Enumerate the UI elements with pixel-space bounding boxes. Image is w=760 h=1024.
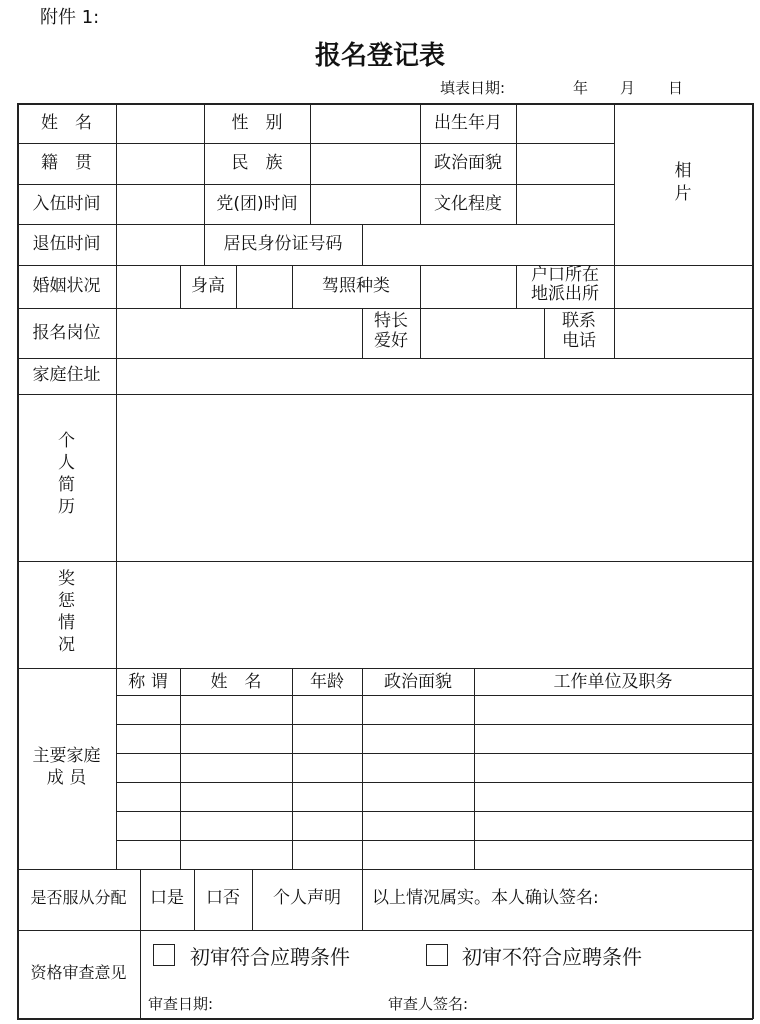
checkbox-review-fail[interactable] [426, 944, 448, 966]
label-family: 主要家庭 成 员 [32, 746, 101, 789]
label-reviewer: 审查人签名: [388, 995, 469, 1013]
label-obey: 是否服从分配 [30, 888, 127, 907]
fill-date-day: 日 [668, 79, 684, 97]
checkbox-obey-no[interactable]: 口否 [206, 888, 240, 908]
label-political: 政治面貌 [434, 153, 502, 173]
header-fam-work: 工作单位及职务 [553, 672, 673, 692]
label-rewards: 奖 惩 情 况 [58, 569, 75, 656]
label-address: 家庭住址 [32, 365, 101, 385]
fill-date-month: 月 [620, 79, 636, 97]
label-license: 驾照种类 [322, 276, 390, 296]
attachment-label: 附件 1: [40, 7, 100, 28]
label-birth: 出生年月 [434, 113, 502, 133]
checkbox-review-pass[interactable] [153, 944, 175, 966]
label-review-pass: 初审符合应聘条件 [190, 945, 350, 969]
label-native: 籍 贯 [41, 153, 92, 173]
label-phone: 联系 电话 [562, 311, 596, 352]
label-retire: 退伍时间 [32, 234, 101, 254]
label-review-date: 审查日期: [148, 995, 214, 1013]
declaration-text: 以上情况属实。本人确认签名: [372, 888, 599, 908]
label-position: 报名岗位 [32, 323, 101, 343]
label-idcard: 居民身份证号码 [223, 234, 343, 254]
label-photo: 相 片 [674, 161, 692, 204]
label-enlist: 入伍时间 [32, 194, 101, 214]
checkbox-obey-yes[interactable]: 口是 [150, 888, 184, 908]
label-gender: 性 别 [231, 113, 283, 133]
label-height: 身高 [191, 276, 225, 296]
header-fam-name: 姓 名 [210, 672, 262, 692]
label-police: 户口所在 地派出所 [531, 265, 599, 304]
fill-date-year: 年 [573, 79, 589, 97]
form-title: 报名登记表 [314, 41, 445, 71]
fill-date-label: 填表日期: [440, 79, 506, 97]
label-review: 资格审查意见 [30, 963, 127, 982]
label-marriage: 婚姻状况 [32, 276, 101, 296]
label-resume: 个 人 简 历 [58, 431, 75, 518]
label-name: 姓 名 [41, 113, 92, 133]
header-fam-political: 政治面貌 [384, 672, 452, 692]
label-education: 文化程度 [434, 194, 502, 214]
label-party: 党(团)时间 [216, 194, 298, 214]
label-ethnic: 民 族 [231, 153, 283, 173]
header-fam-relation: 称 谓 [128, 672, 168, 692]
label-review-fail: 初审不符合应聘条件 [462, 945, 642, 969]
label-declaration: 个人声明 [273, 888, 341, 908]
header-fam-age: 年龄 [310, 672, 344, 692]
label-specialty: 特长 爱好 [374, 311, 408, 352]
